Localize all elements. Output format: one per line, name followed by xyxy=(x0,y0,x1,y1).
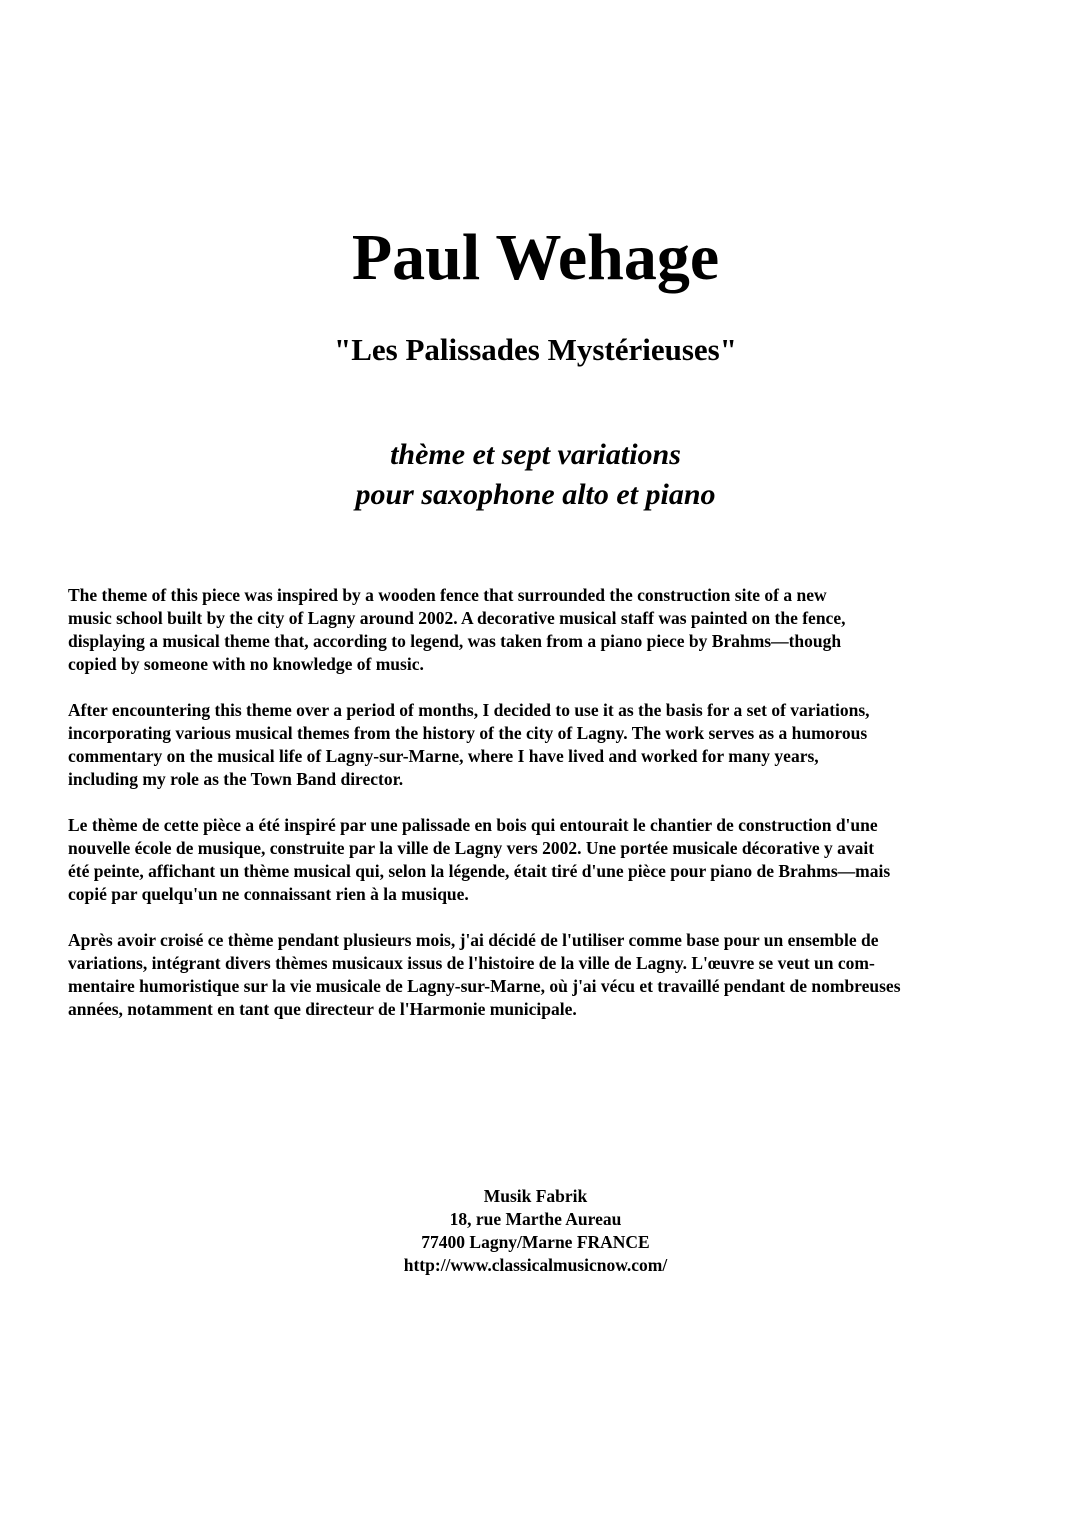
notes-english-paragraph-2 xyxy=(68,699,1033,791)
notes-line: été peinte, affichant un thème musical qui, selon la légende, était tiré d'une pièce pour piano de Brahms—mais xyxy=(68,861,891,881)
notes-line: variations, intégrant divers thèmes musicaux issus de l'histoire de la ville de Lagny. L'œuvre se veut un com- xyxy=(68,953,875,973)
notes-line: incorporating various musical themes from the history of the city of Lagny. The work serves as a humorous xyxy=(68,723,868,743)
notes-line: music school built by the city of Lagny around 2002. A decorative musical staff was painted on the fence, xyxy=(68,608,846,628)
publisher-address xyxy=(0,1185,1071,1277)
notes-french-paragraph-2 xyxy=(68,929,1033,1021)
notes-line: nouvelle école de musique, construite par la ville de Lagny vers 2002. Une portée musicale décorative y avait xyxy=(68,838,875,858)
publisher-name: Musik Fabrik xyxy=(483,1186,588,1206)
subtitle-line: pour saxophone alto et piano xyxy=(355,478,716,511)
notes-line: copié par quelqu'un ne connaissant rien à la musique. xyxy=(68,884,469,904)
program-notes xyxy=(68,584,1033,1044)
work-title: "Les Palissades Mystérieuses" xyxy=(334,332,737,367)
work-subtitle xyxy=(0,435,1071,515)
notes-line: including my role as the Town Band director. xyxy=(68,769,404,789)
publisher-url[interactable]: http://www.classicalmusicnow.com/ xyxy=(403,1255,668,1275)
publisher-city: 77400 Lagny/Marne FRANCE xyxy=(421,1232,650,1252)
notes-line: displaying a musical theme that, according to legend, was taken from a piano piece by Brahms—though xyxy=(68,631,842,651)
notes-line: Le thème de cette pièce a été inspiré par une palissade en bois qui entourait le chantier de construction d'une xyxy=(68,815,878,835)
composer-name: Paul Wehage xyxy=(351,221,720,294)
notes-line: mentaire humoristique sur la vie musicale de Lagny-sur-Marne, où j'ai vécu et travaillé pendant de nombreuses xyxy=(68,976,901,996)
notes-english-paragraph-1 xyxy=(68,584,1033,676)
notes-line: After encountering this theme over a period of months, I decided to use it as the basis for a set of variations, xyxy=(68,700,870,720)
notes-line: Après avoir croisé ce thème pendant plusieurs mois, j'ai décidé de l'utiliser comme base pour un ensemble de xyxy=(68,930,879,950)
notes-line: commentary on the musical life of Lagny-sur-Marne, where I have lived and worked for many years, xyxy=(68,746,819,766)
notes-french-paragraph-1 xyxy=(68,814,1033,906)
notes-line: copied by someone with no knowledge of music. xyxy=(68,654,424,674)
notes-line: années, notamment en tant que directeur de l'Harmonie municipale. xyxy=(68,999,577,1019)
notes-line: The theme of this piece was inspired by a wooden fence that surrounded the construction site of a new xyxy=(68,585,827,605)
publisher-street: 18, rue Marthe Aureau xyxy=(449,1209,622,1229)
subtitle-line: thème et sept variations xyxy=(390,438,681,471)
